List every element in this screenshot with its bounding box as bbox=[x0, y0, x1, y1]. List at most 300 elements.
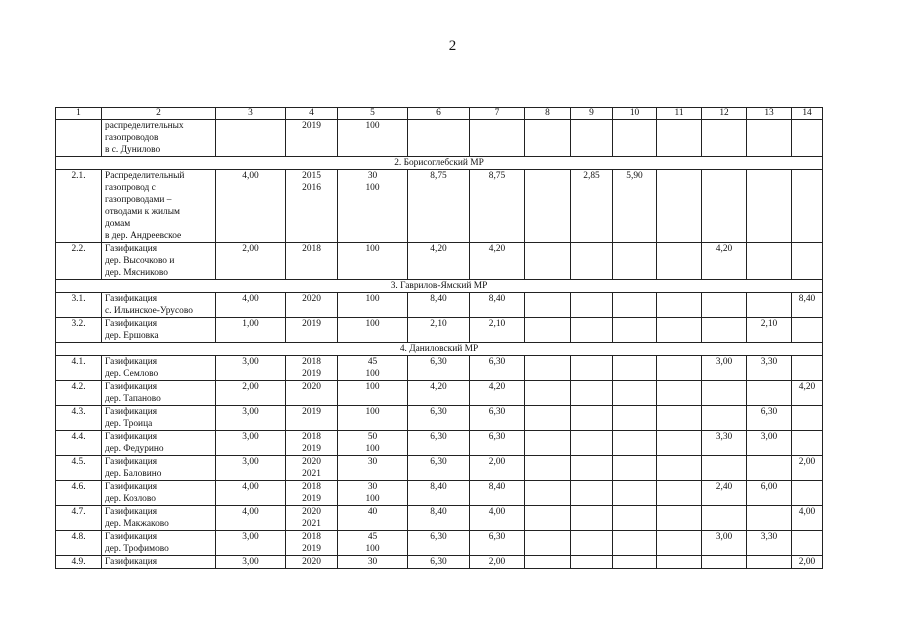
table-cell-col-6 bbox=[408, 120, 470, 157]
table-cell-col-7: 6,30 bbox=[470, 531, 525, 556]
table-cell-col-2 bbox=[102, 381, 216, 406]
table-cell-col-4 bbox=[286, 293, 338, 318]
cell-line: 100 bbox=[365, 244, 380, 254]
table-cell-col-7: 8,75 bbox=[470, 170, 525, 243]
section-row bbox=[56, 280, 823, 293]
table-cell-col-4 bbox=[286, 381, 338, 406]
cell-line: 2020 bbox=[302, 457, 321, 467]
table-cell-col-3 bbox=[216, 120, 286, 157]
table-cell-col-2 bbox=[102, 456, 216, 481]
cell-line: 100 bbox=[365, 369, 380, 379]
table-cell-col-9 bbox=[571, 431, 613, 456]
cell-line: 30 bbox=[367, 457, 378, 467]
cell-line: дер. Козлово bbox=[105, 494, 156, 504]
table-cell-col-11 bbox=[657, 120, 702, 157]
cell-line: отводами к жилым bbox=[105, 207, 180, 217]
table-cell-col-11 bbox=[657, 170, 702, 243]
cell-line: Газификация bbox=[105, 507, 158, 517]
cell-line: Газификация bbox=[105, 532, 158, 542]
table-cell-col-14: 4,20 bbox=[792, 381, 823, 406]
table-cell-col-7: 2,00 bbox=[470, 456, 525, 481]
cell-line: 100 bbox=[365, 407, 380, 417]
table-cell-col-1: 3.2. bbox=[56, 318, 102, 343]
table-cell-col-1: 4.8. bbox=[56, 531, 102, 556]
table-cell-col-10 bbox=[613, 356, 657, 381]
table-cell-col-8 bbox=[525, 506, 571, 531]
table-cell-col-12 bbox=[702, 120, 747, 157]
table-cell-col-8 bbox=[525, 243, 571, 280]
table-cell-col-2 bbox=[102, 243, 216, 280]
cell-line: 2019 bbox=[302, 544, 321, 554]
table-row bbox=[56, 318, 823, 343]
cell-line: Газификация bbox=[105, 244, 158, 254]
table-cell-col-3: 1,00 bbox=[216, 318, 286, 343]
table-cell-col-3: 2,00 bbox=[216, 381, 286, 406]
table-cell-col-3: 3,00 bbox=[216, 356, 286, 381]
table-cell-col-7: 8,40 bbox=[470, 481, 525, 506]
table-cell-col-1: 4.3. bbox=[56, 406, 102, 431]
table-header-row bbox=[56, 108, 823, 120]
table-cell-col-1: 4.5. bbox=[56, 456, 102, 481]
cell-line: Газификация bbox=[105, 294, 158, 304]
cell-line: с. Ильинское-Урусово bbox=[105, 306, 193, 316]
table-cell-col-11 bbox=[657, 381, 702, 406]
cell-line: дер. Федурино bbox=[105, 444, 164, 454]
table-cell-col-1: 4.9. bbox=[56, 556, 102, 569]
table-cell-col-4 bbox=[286, 243, 338, 280]
table-cell-col-10 bbox=[613, 318, 657, 343]
table-cell-col-6: 4,20 bbox=[408, 243, 470, 280]
cell-line: дер. Трофимово bbox=[105, 544, 169, 554]
cell-line: 2019 bbox=[302, 494, 321, 504]
table-cell-col-6: 6,30 bbox=[408, 531, 470, 556]
cell-line: Газификация bbox=[105, 432, 158, 442]
table-cell-col-4 bbox=[286, 456, 338, 481]
table-cell-col-7 bbox=[470, 120, 525, 157]
table-cell-col-7: 6,30 bbox=[470, 406, 525, 431]
table-cell-col-14: 2,00 bbox=[792, 456, 823, 481]
table-cell-col-14 bbox=[792, 170, 823, 243]
table-cell-col-1: 4.4. bbox=[56, 431, 102, 456]
table-cell-col-3: 3,00 bbox=[216, 406, 286, 431]
table-cell-col-8 bbox=[525, 293, 571, 318]
table-cell-col-5 bbox=[338, 456, 408, 481]
table-cell-col-8 bbox=[525, 481, 571, 506]
table-cell-col-4 bbox=[286, 170, 338, 243]
table-cell-col-2 bbox=[102, 406, 216, 431]
table-cell-col-11 bbox=[657, 456, 702, 481]
table-cell-col-2 bbox=[102, 431, 216, 456]
table-cell-col-9 bbox=[571, 243, 613, 280]
cell-line: 2021 bbox=[302, 469, 321, 479]
cell-line: 45 bbox=[367, 357, 378, 367]
table-cell-col-12: 3,00 bbox=[702, 531, 747, 556]
cell-line: дер. Макжаково bbox=[105, 519, 169, 529]
table-cell-col-6: 4,20 bbox=[408, 381, 470, 406]
column-number-7: 7 bbox=[470, 108, 525, 120]
column-number-2: 2 bbox=[102, 108, 216, 120]
table-row bbox=[56, 456, 823, 481]
table-row bbox=[56, 120, 823, 157]
table-cell-col-3: 2,00 bbox=[216, 243, 286, 280]
table-cell-col-6: 8,75 bbox=[408, 170, 470, 243]
cell-line: дер. Тапаново bbox=[105, 394, 161, 404]
table-cell-col-1: 2.2. bbox=[56, 243, 102, 280]
column-number-12: 12 bbox=[702, 108, 747, 120]
page-number: 2 bbox=[448, 38, 457, 54]
table-cell-col-10 bbox=[613, 406, 657, 431]
table-cell-col-12 bbox=[702, 293, 747, 318]
table-row bbox=[56, 506, 823, 531]
table-cell-col-1: 3.1. bbox=[56, 293, 102, 318]
cell-line: 30 bbox=[367, 557, 378, 567]
cell-line: 2019 bbox=[302, 444, 321, 454]
cell-line: 30 bbox=[367, 171, 378, 181]
table-cell-col-14 bbox=[792, 481, 823, 506]
cell-line: 2015 bbox=[302, 171, 321, 181]
table-cell-col-5 bbox=[338, 431, 408, 456]
table-cell-col-5 bbox=[338, 293, 408, 318]
table-cell-col-13: 3,30 bbox=[747, 356, 792, 381]
table-cell-col-11 bbox=[657, 481, 702, 506]
table-cell-col-9 bbox=[571, 531, 613, 556]
table-cell-col-9 bbox=[571, 356, 613, 381]
table-cell-col-3: 4,00 bbox=[216, 506, 286, 531]
table-cell-col-4 bbox=[286, 120, 338, 157]
column-number-4: 4 bbox=[286, 108, 338, 120]
table-cell-col-2 bbox=[102, 506, 216, 531]
table-cell-col-5 bbox=[338, 381, 408, 406]
table-row bbox=[56, 431, 823, 456]
table-cell-col-13 bbox=[747, 170, 792, 243]
column-number-5: 5 bbox=[338, 108, 408, 120]
section-row bbox=[56, 157, 823, 170]
table-row bbox=[56, 556, 823, 569]
table-cell-col-14 bbox=[792, 243, 823, 280]
table-cell-col-9 bbox=[571, 406, 613, 431]
table-row bbox=[56, 481, 823, 506]
table-cell-col-1 bbox=[56, 120, 102, 157]
table-cell-col-9 bbox=[571, 381, 613, 406]
table-cell-col-14 bbox=[792, 356, 823, 381]
cell-line: Газификация bbox=[105, 407, 158, 417]
table-row bbox=[56, 356, 823, 381]
table-cell-col-9 bbox=[571, 318, 613, 343]
table-cell-col-7: 4,20 bbox=[470, 381, 525, 406]
table-cell-col-2 bbox=[102, 531, 216, 556]
table-cell-col-1: 4.2. bbox=[56, 381, 102, 406]
table-cell-col-5 bbox=[338, 243, 408, 280]
table-cell-col-8 bbox=[525, 120, 571, 157]
table-cell-col-11 bbox=[657, 406, 702, 431]
table-cell-col-4 bbox=[286, 481, 338, 506]
table-cell-col-14: 8,40 bbox=[792, 293, 823, 318]
table-cell-col-7: 6,30 bbox=[470, 356, 525, 381]
table-cell-col-2 bbox=[102, 481, 216, 506]
cell-line: 2019 bbox=[302, 369, 321, 379]
table-cell-col-10 bbox=[613, 556, 657, 569]
table-cell-col-13 bbox=[747, 381, 792, 406]
cell-line: 2021 bbox=[302, 519, 321, 529]
table-cell-col-6: 6,30 bbox=[408, 431, 470, 456]
cell-line: 2018 bbox=[302, 357, 321, 367]
table-cell-col-12: 3,30 bbox=[702, 431, 747, 456]
column-number-11: 11 bbox=[657, 108, 702, 120]
table-cell-col-11 bbox=[657, 243, 702, 280]
cell-line: 2019 bbox=[302, 319, 321, 329]
table-cell-col-13: 3,00 bbox=[747, 431, 792, 456]
cell-line: 50 bbox=[367, 432, 378, 442]
table-cell-col-7: 4,20 bbox=[470, 243, 525, 280]
table-cell-col-3: 3,00 bbox=[216, 531, 286, 556]
table-cell-col-9 bbox=[571, 556, 613, 569]
table-cell-col-13 bbox=[747, 556, 792, 569]
cell-line: 2020 bbox=[302, 294, 321, 304]
table-cell-col-14 bbox=[792, 531, 823, 556]
column-number-3: 3 bbox=[216, 108, 286, 120]
column-number-10: 10 bbox=[613, 108, 657, 120]
cell-line: 100 bbox=[365, 494, 380, 504]
table-cell-col-5 bbox=[338, 120, 408, 157]
table-cell-col-5 bbox=[338, 556, 408, 569]
cell-line: 100 bbox=[365, 382, 380, 392]
cell-line: 100 bbox=[365, 544, 380, 554]
column-number-14: 14 bbox=[792, 108, 823, 120]
table-cell-col-2 bbox=[102, 120, 216, 157]
column-number-8: 8 bbox=[525, 108, 571, 120]
table-cell-col-6: 2,10 bbox=[408, 318, 470, 343]
section-title: 2. Борисоглебский МР bbox=[56, 157, 823, 170]
table-cell-col-13: 2,10 bbox=[747, 318, 792, 343]
cell-line: 100 bbox=[365, 183, 380, 193]
cell-line: 2020 bbox=[302, 557, 321, 567]
table-cell-col-13: 3,30 bbox=[747, 531, 792, 556]
table-cell-col-14 bbox=[792, 406, 823, 431]
table-cell-col-11 bbox=[657, 556, 702, 569]
table-cell-col-3: 4,00 bbox=[216, 481, 286, 506]
table-cell-col-7: 2,10 bbox=[470, 318, 525, 343]
table-cell-col-14 bbox=[792, 431, 823, 456]
table-cell-col-12 bbox=[702, 170, 747, 243]
column-number-1: 1 bbox=[56, 108, 102, 120]
section-title: 3. Гаврилов-Ямский МР bbox=[56, 280, 823, 293]
table-cell-col-6: 8,40 bbox=[408, 293, 470, 318]
cell-line: 100 bbox=[365, 294, 380, 304]
table-cell-col-4 bbox=[286, 318, 338, 343]
table-cell-col-12 bbox=[702, 456, 747, 481]
table-cell-col-6: 6,30 bbox=[408, 356, 470, 381]
table-cell-col-8 bbox=[525, 531, 571, 556]
cell-line: в с. Дунилово bbox=[105, 145, 161, 155]
table-cell-col-8 bbox=[525, 431, 571, 456]
table-cell-col-4 bbox=[286, 506, 338, 531]
cell-line: дер. Высочково и bbox=[105, 256, 175, 266]
table-row bbox=[56, 406, 823, 431]
table-cell-col-1: 4.6. bbox=[56, 481, 102, 506]
table-cell-col-3: 4,00 bbox=[216, 293, 286, 318]
gasification-table bbox=[55, 107, 823, 569]
table-cell-col-7: 6,30 bbox=[470, 431, 525, 456]
table-cell-col-9: 2,85 bbox=[571, 170, 613, 243]
cell-line: дер. Семлово bbox=[105, 369, 159, 379]
table-cell-col-3: 4,00 bbox=[216, 170, 286, 243]
table-cell-col-14 bbox=[792, 318, 823, 343]
table-row bbox=[56, 531, 823, 556]
cell-line: дер. Мясниково bbox=[105, 268, 168, 278]
table-cell-col-2 bbox=[102, 293, 216, 318]
table-cell-col-4 bbox=[286, 356, 338, 381]
table-cell-col-10 bbox=[613, 481, 657, 506]
table-cell-col-6: 6,30 bbox=[408, 456, 470, 481]
table-cell-col-3: 3,00 bbox=[216, 456, 286, 481]
section-row bbox=[56, 343, 823, 356]
table-cell-col-8 bbox=[525, 406, 571, 431]
table-row bbox=[56, 293, 823, 318]
table-cell-col-4 bbox=[286, 406, 338, 431]
cell-line: Газификация bbox=[105, 382, 158, 392]
column-number-13: 13 bbox=[747, 108, 792, 120]
cell-line: Газификация bbox=[105, 357, 158, 367]
table-cell-col-8 bbox=[525, 356, 571, 381]
cell-line: дер. Баловино bbox=[105, 469, 162, 479]
section-title: 4. Даниловский МР bbox=[56, 343, 823, 356]
table-cell-col-13 bbox=[747, 120, 792, 157]
table-cell-col-9 bbox=[571, 456, 613, 481]
cell-line: Газификация bbox=[105, 457, 158, 467]
table-cell-col-11 bbox=[657, 293, 702, 318]
table-cell-col-5 bbox=[338, 531, 408, 556]
table-cell-col-9 bbox=[571, 506, 613, 531]
cell-line: Газификация bbox=[105, 482, 158, 492]
cell-line: 2020 bbox=[302, 507, 321, 517]
table-row bbox=[56, 381, 823, 406]
cell-line: 100 bbox=[365, 444, 380, 454]
cell-line: газопроводами – bbox=[105, 195, 172, 205]
table-cell-col-1: 2.1. bbox=[56, 170, 102, 243]
table-cell-col-13 bbox=[747, 293, 792, 318]
cell-line: 2018 bbox=[302, 244, 321, 254]
column-number-9: 9 bbox=[571, 108, 613, 120]
table-cell-col-2 bbox=[102, 356, 216, 381]
table-cell-col-10 bbox=[613, 531, 657, 556]
cell-line: в дер. Андреевское bbox=[105, 231, 182, 241]
table-cell-col-7: 2,00 bbox=[470, 556, 525, 569]
cell-line: 40 bbox=[367, 507, 378, 517]
table-cell-col-11 bbox=[657, 318, 702, 343]
table-cell-col-8 bbox=[525, 456, 571, 481]
table-cell-col-13 bbox=[747, 456, 792, 481]
table-cell-col-9 bbox=[571, 293, 613, 318]
cell-line: дер. Ершовка bbox=[105, 331, 159, 341]
cell-line: 45 bbox=[367, 532, 378, 542]
table-cell-col-8 bbox=[525, 381, 571, 406]
cell-line: распределительных bbox=[105, 121, 184, 131]
table-cell-col-10 bbox=[613, 381, 657, 406]
cell-line: газопроводов bbox=[105, 133, 159, 143]
cell-line: 2018 bbox=[302, 432, 321, 442]
table-cell-col-7: 8,40 bbox=[470, 293, 525, 318]
table-cell-col-13 bbox=[747, 243, 792, 280]
table-cell-col-8 bbox=[525, 556, 571, 569]
table-cell-col-10 bbox=[613, 243, 657, 280]
table-cell-col-13: 6,30 bbox=[747, 406, 792, 431]
table-cell-col-5 bbox=[338, 481, 408, 506]
table-cell-col-11 bbox=[657, 531, 702, 556]
cell-line: домам bbox=[105, 219, 131, 229]
cell-line: 2019 bbox=[302, 407, 321, 417]
table-cell-col-12: 4,20 bbox=[702, 243, 747, 280]
cell-line: Газификация bbox=[105, 319, 158, 329]
table-cell-col-7: 4,00 bbox=[470, 506, 525, 531]
table-cell-col-6: 6,30 bbox=[408, 406, 470, 431]
table-cell-col-12 bbox=[702, 506, 747, 531]
cell-line: 30 bbox=[367, 482, 378, 492]
table-cell-col-1: 4.7. bbox=[56, 506, 102, 531]
table-row bbox=[56, 170, 823, 243]
table-cell-col-3: 3,00 bbox=[216, 431, 286, 456]
table-cell-col-6: 6,30 bbox=[408, 556, 470, 569]
table-cell-col-12: 2,40 bbox=[702, 481, 747, 506]
cell-line: 2018 bbox=[302, 482, 321, 492]
table-cell-col-14 bbox=[792, 120, 823, 157]
cell-line: 2018 bbox=[302, 532, 321, 542]
table-cell-col-9 bbox=[571, 120, 613, 157]
table-cell-col-12: 3,00 bbox=[702, 356, 747, 381]
table-cell-col-10 bbox=[613, 293, 657, 318]
table-cell-col-8 bbox=[525, 170, 571, 243]
table-cell-col-4 bbox=[286, 531, 338, 556]
table-cell-col-13 bbox=[747, 506, 792, 531]
table-cell-col-4 bbox=[286, 556, 338, 569]
table-cell-col-5 bbox=[338, 506, 408, 531]
table-cell-col-12 bbox=[702, 406, 747, 431]
table-cell-col-9 bbox=[571, 481, 613, 506]
cell-line: газопровод с bbox=[105, 183, 156, 193]
cell-line: 100 bbox=[365, 121, 380, 131]
table-cell-col-11 bbox=[657, 431, 702, 456]
table-row bbox=[56, 243, 823, 280]
table-cell-col-12 bbox=[702, 381, 747, 406]
cell-line: Распределительный bbox=[105, 171, 185, 181]
table-cell-col-4 bbox=[286, 431, 338, 456]
table-cell-col-6: 8,40 bbox=[408, 506, 470, 531]
table-cell-col-5 bbox=[338, 318, 408, 343]
table-cell-col-10 bbox=[613, 506, 657, 531]
table-cell-col-12 bbox=[702, 556, 747, 569]
table-cell-col-5 bbox=[338, 406, 408, 431]
cell-line: 2020 bbox=[302, 382, 321, 392]
table-cell-col-12 bbox=[702, 318, 747, 343]
table-cell-col-2 bbox=[102, 556, 216, 569]
table-cell-col-2 bbox=[102, 318, 216, 343]
table-cell-col-1: 4.1. bbox=[56, 356, 102, 381]
table-cell-col-11 bbox=[657, 356, 702, 381]
cell-line: 100 bbox=[365, 319, 380, 329]
table-cell-col-8 bbox=[525, 318, 571, 343]
cell-line: дер. Троица bbox=[105, 419, 153, 429]
table-cell-col-10 bbox=[613, 120, 657, 157]
table-cell-col-14: 2,00 bbox=[792, 556, 823, 569]
column-number-6: 6 bbox=[408, 108, 470, 120]
table-cell-col-14: 4,00 bbox=[792, 506, 823, 531]
table-cell-col-10: 5,90 bbox=[613, 170, 657, 243]
table-cell-col-2 bbox=[102, 170, 216, 243]
table-cell-col-10 bbox=[613, 456, 657, 481]
table-cell-col-11 bbox=[657, 506, 702, 531]
table-cell-col-5 bbox=[338, 356, 408, 381]
cell-line: 2019 bbox=[302, 121, 321, 131]
cell-line: 2016 bbox=[302, 183, 321, 193]
